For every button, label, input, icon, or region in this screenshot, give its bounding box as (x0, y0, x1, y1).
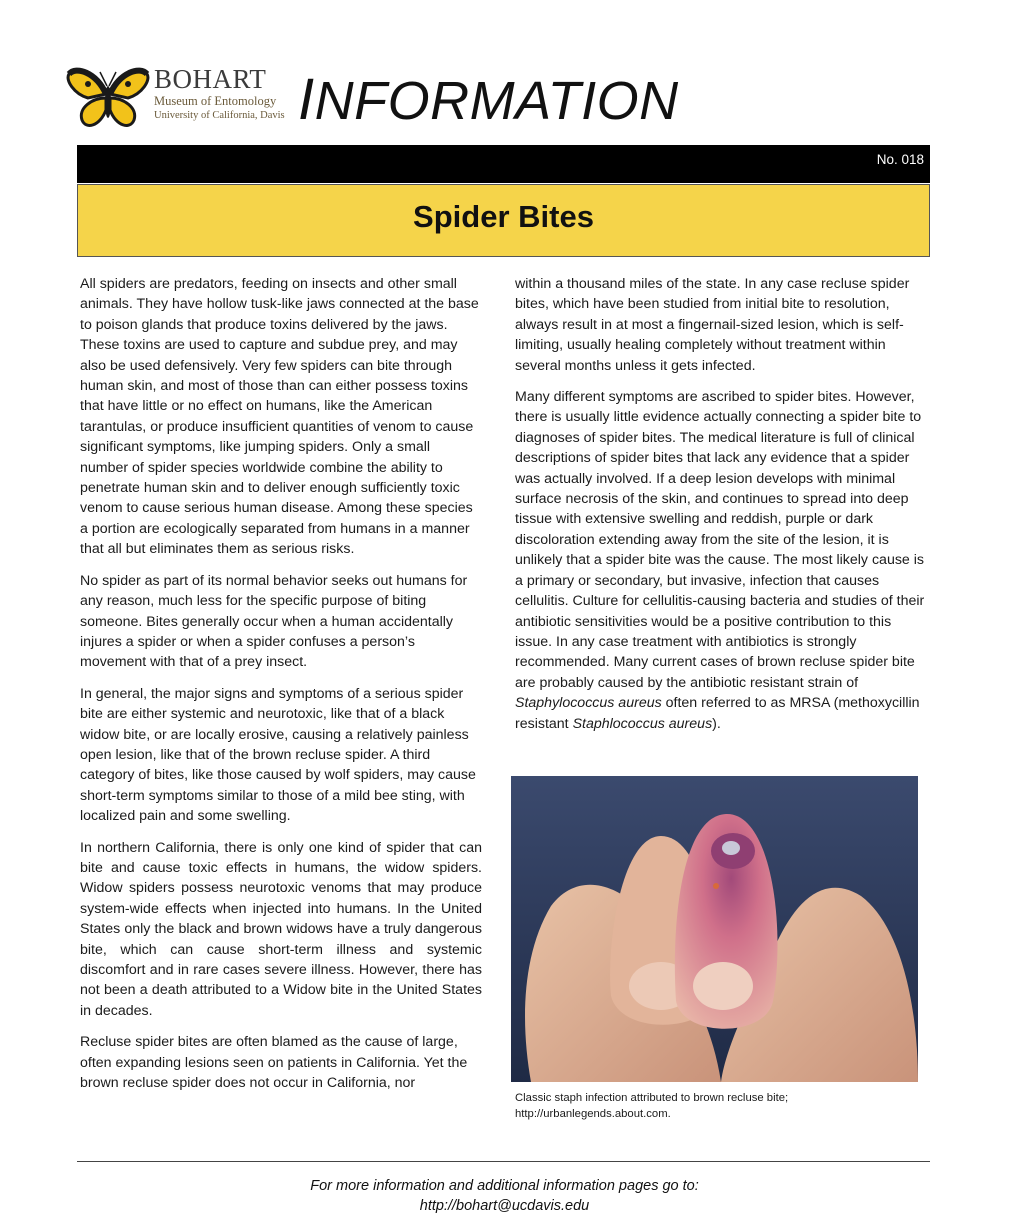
caption-text: Classic staph infection attributed to brown recluse bite; (515, 1092, 789, 1104)
footer-divider (77, 1161, 930, 1162)
footer (0, 1176, 1009, 1216)
information-heading: INFORMATION (298, 67, 679, 132)
infected-thumb-photo (511, 776, 918, 1082)
logo-subtitle: Museum of Entomology (154, 94, 277, 108)
paragraph: All spiders are predators, feeding on insects and other small animals. They have hollow tusk-like jaws connected at the base to poison glands that produce toxins delivered by the jaws. These toxins are used to capture and subdue prey, and may also be used defensively. Very few spiders can bite through human skin, and most of those than can either possess toxins that have little or no effect on humans, like the American tarantulas, or produce insufficient quantities of venom to cause significant symptoms, like jumping spiders. Only a small number of spider species worldwide combine the ability to penetrate human skin and to deliver enough sufficiently toxic venom to cause serious human disease. Among these species a portion are ecologically separated from humans in a manner that all but eliminates them as serious risks. (80, 276, 479, 558)
page-title: Spider Bites (413, 199, 594, 234)
issue-number: No. 018 (876, 152, 924, 167)
footer-text: For more information and additional information pages go to: (310, 1178, 699, 1194)
paragraph: within a thousand miles of the state. In any case recluse spider bites, which have been studied from initial bite to resolution, always result in at most a fingernail-sized lesion, which is self-limiting, usually healing completely without treatment within several months unless it gets infected. (515, 276, 910, 374)
paragraph: In northern California, there is only one kind of spider that can bite and cause toxic effects in humans, the widow spiders. Widow spiders possess neurotoxic venoms that may produce system-wide effects when injected into humans. In the United States only the black and brown widows have a truly dangerous bite, which can cause short-term illness and systemic discomfort and in rare cases severe illness. However, there has not been a death attributed to a Widow bite in the United States in decades. (80, 839, 482, 1019)
logo-university: University of California, Davis (154, 110, 285, 121)
figure-caption (515, 1090, 917, 1122)
bohart-logo (66, 64, 290, 132)
right-column (515, 274, 927, 745)
paragraph: Many different symptoms are ascribed to spider bites. However, there is usually little evidence actually connecting a spider bite to diagnoses of spider bites. The medical literature is full of clinical descriptions of spider bites that lack any evidence that a spider was actually involved. If a deep lesion develops with minimal surface necrosis of the skin, and continues to spread into deep tissue with extensive swelling and reddish, purple or dark discoloration extending away from the site of the lesion, it is unlikely that a spider bite was the cause. The most likely cause is a primary or secondary, but invasive, infection that causes cellulitis. Culture for cellulitis-causing bacteria and studies of their antibiotic sensitivities would be a positive contribution to this issue. In any case treatment with antibiotics is strongly recommended. Many current cases of brown recluse spider bite are probably caused by the antibiotic resistant strain of Staphylococcus aureus often referred to as MRSA (methoxycillin resistant Staphlococcus aureus). (515, 389, 925, 732)
title-banner (77, 184, 930, 257)
paragraph: In general, the major signs and symptoms of a serious spider bite are either systemic and neurotoxic, like that of a black widow bite, or are locally erosive, causing a relatively painless open lesion, like that of the brown recluse spider. A third category of bites, like those caused by wolf spiders, may cause short-term symptoms similar to those of a mild bee sting, with localized pain and some swelling. (80, 685, 476, 825)
paragraph: No spider as part of its normal behavior seeks out humans for any reason, much less for the specific purpose of biting someone. Bites generally occur when a human accidentally injures a spider or when a spider confuses a person’s movement with that of a prey insect. (80, 572, 468, 671)
left-column (80, 274, 482, 1104)
footer-link[interactable]: http://bohart@ucdavis.edu (419, 1198, 590, 1214)
logo-name: BOHART (154, 64, 267, 94)
butterfly-icon (66, 64, 150, 132)
caption-source-link[interactable]: http://urbanlegends.about.com. (515, 1108, 671, 1120)
header-bar (77, 145, 930, 183)
paragraph: Recluse spider bites are often blamed as the cause of large, often expanding lesions seen on patients in California. Yet the brown recluse spider does not occur in California, nor (80, 1034, 468, 1092)
